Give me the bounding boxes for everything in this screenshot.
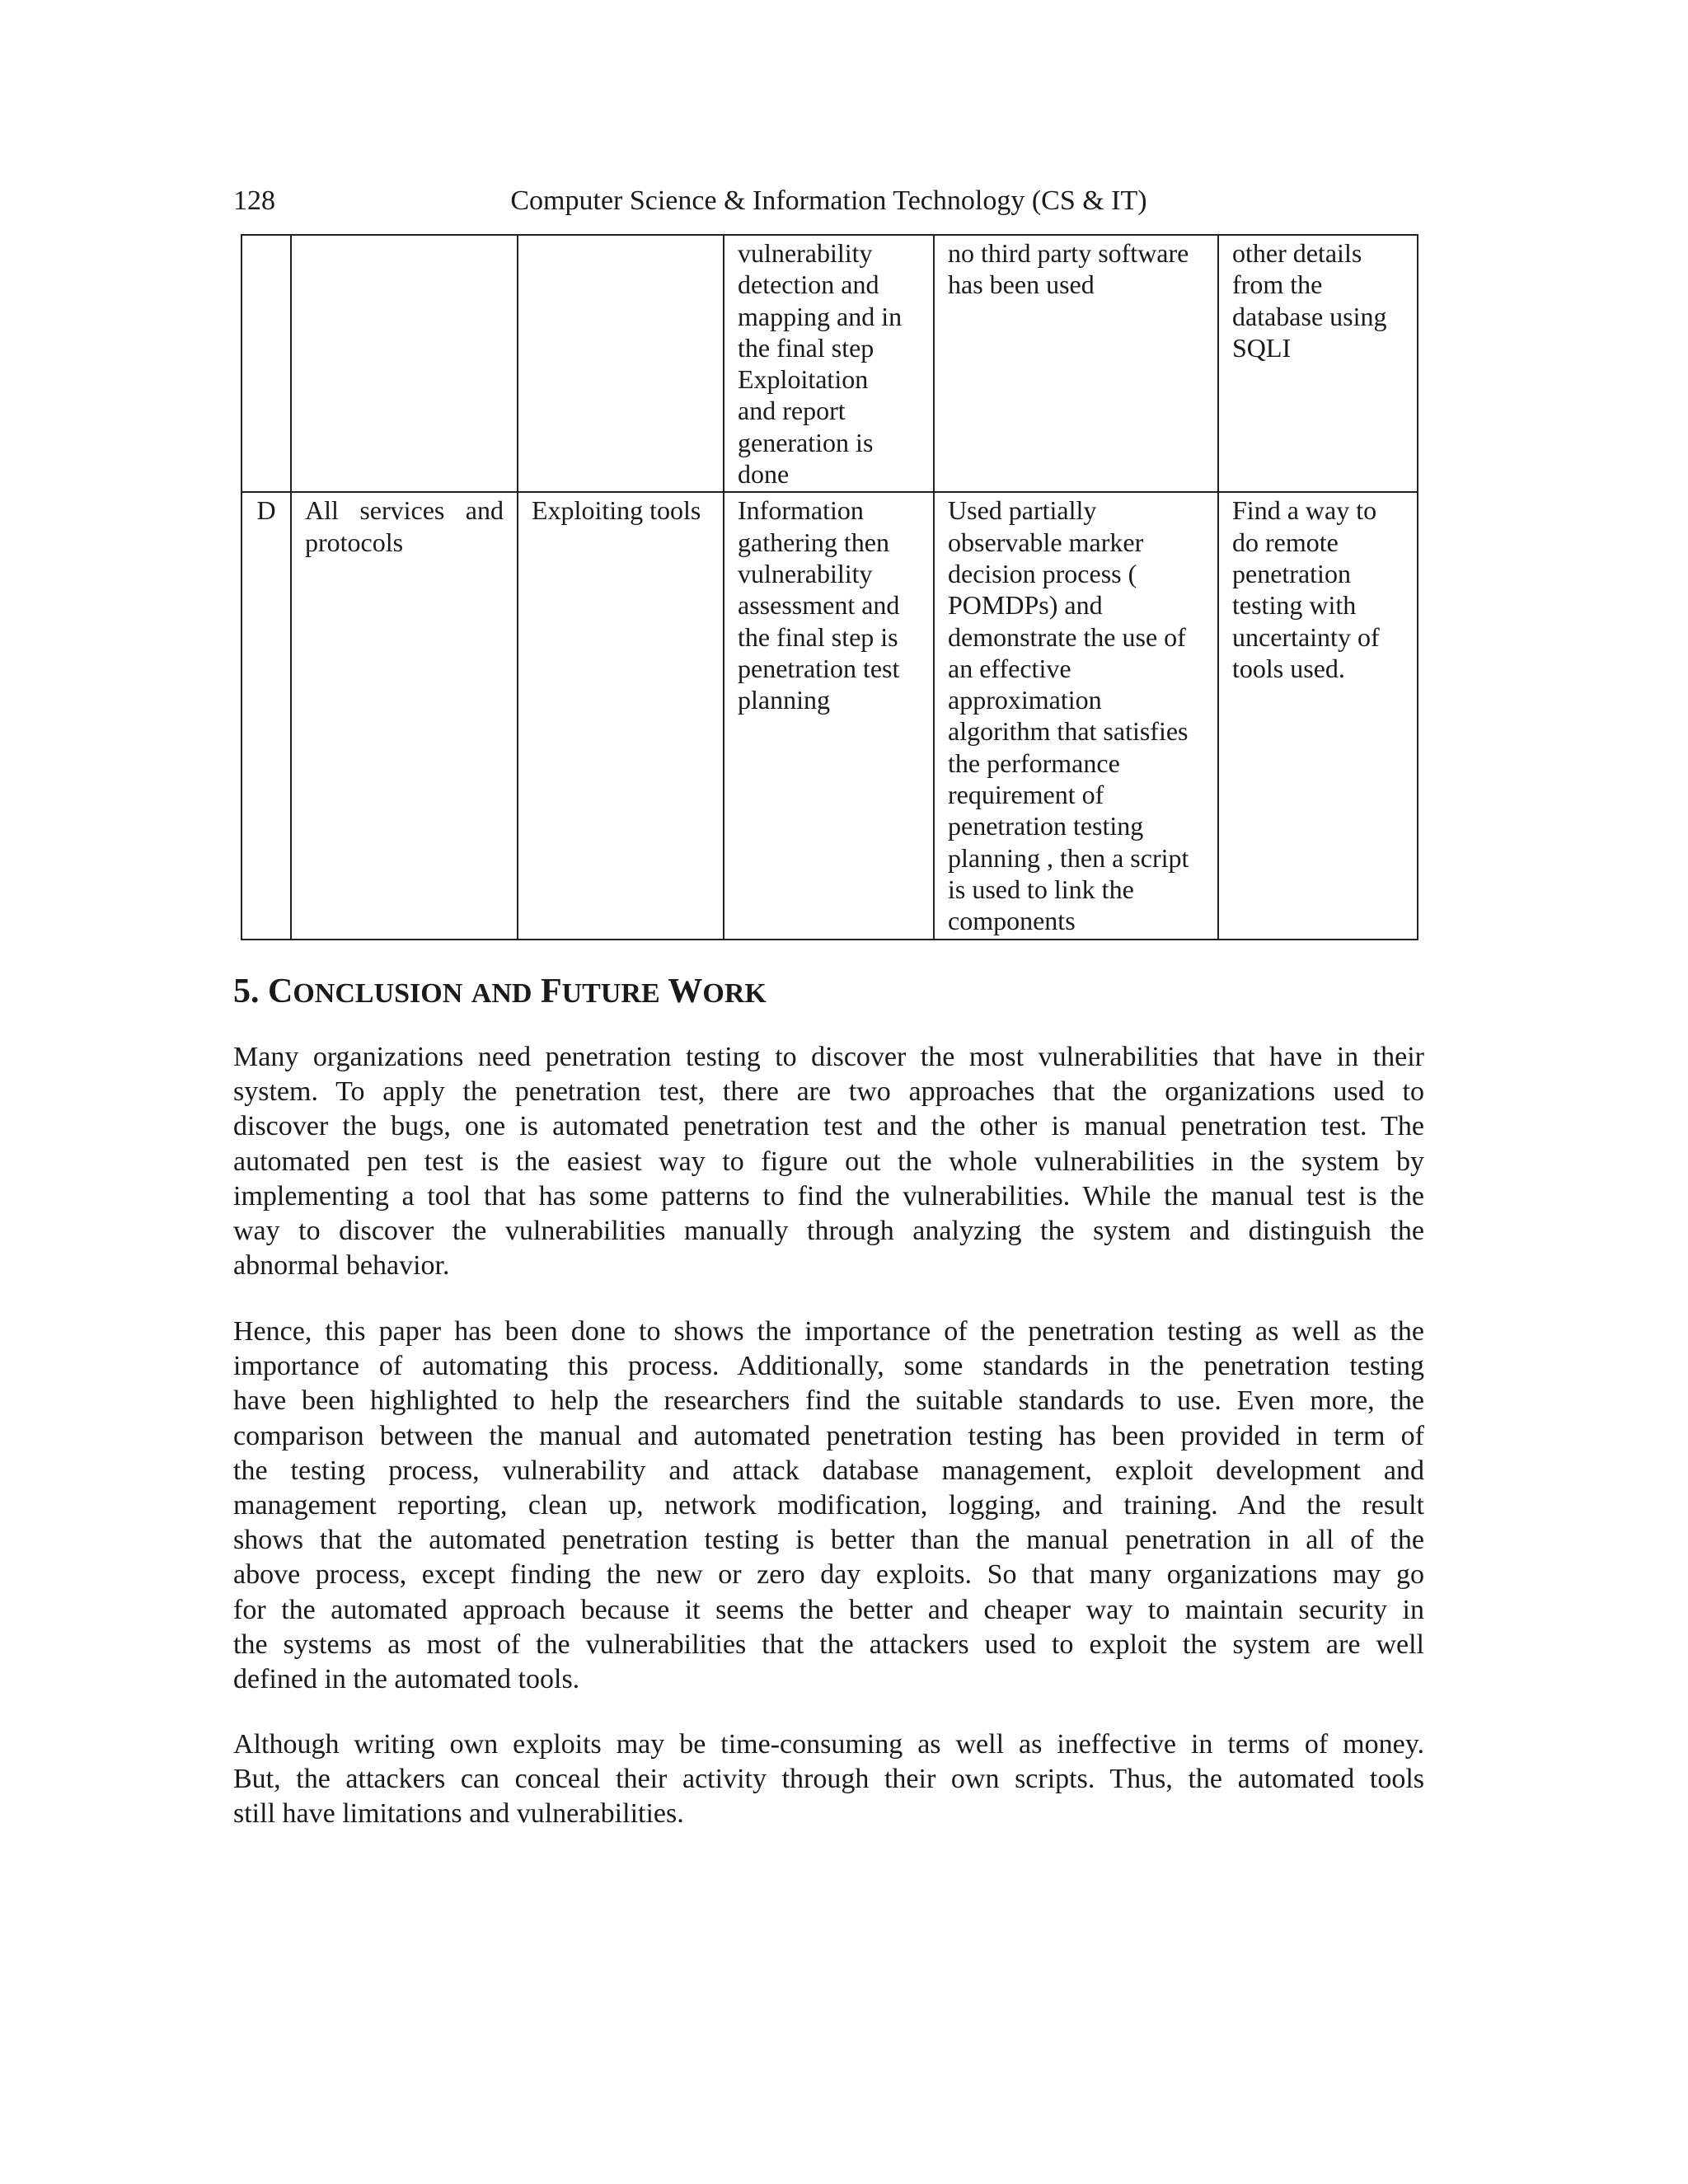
table-row bbox=[241, 492, 1418, 939]
cell-line: requirement of bbox=[948, 780, 1104, 810]
paragraph-line: management reporting, clean up, network modification, logging, and training. And the result bbox=[233, 1489, 1424, 1521]
paragraph-1 bbox=[233, 1040, 1424, 1283]
cell-line: mapping and in bbox=[738, 301, 903, 331]
paragraph-2 bbox=[233, 1315, 1424, 1697]
table-row bbox=[241, 235, 1418, 492]
section-number: 5. bbox=[233, 972, 260, 1010]
cell-line: planning bbox=[738, 685, 830, 715]
cell-line: is used to link the bbox=[948, 874, 1134, 904]
cell-line: POMDPs) and bbox=[948, 590, 1103, 621]
cell-id: D bbox=[241, 492, 291, 939]
cell-method bbox=[934, 235, 1218, 492]
cell-future bbox=[1218, 492, 1418, 939]
cell-line: observable marker bbox=[948, 527, 1144, 557]
paragraph-line: comparison between the manual and automated penetration testing has been provided in term of bbox=[233, 1420, 1424, 1451]
cell-line: done bbox=[738, 459, 790, 490]
cell-line: testing with bbox=[1232, 590, 1357, 621]
paragraph-line: the testing process, vulnerability and attack database management, exploit development and bbox=[233, 1455, 1424, 1486]
cell-process bbox=[724, 235, 934, 492]
cell-line: uncertainty of bbox=[1232, 621, 1380, 652]
section-title-word bbox=[668, 972, 766, 1010]
section-title-word bbox=[268, 972, 462, 1010]
page-header bbox=[233, 183, 1424, 219]
cell-line: algorithm that satisfies bbox=[948, 716, 1189, 747]
cell-services bbox=[291, 235, 518, 492]
comparison-table bbox=[241, 234, 1418, 940]
section-title-word bbox=[471, 972, 532, 1010]
cell-line: has been used bbox=[948, 269, 1095, 300]
paragraph-line: importance of automating this process. Additionally, some standards in the penetration testing bbox=[233, 1351, 1424, 1382]
paragraph-line: defined in the automated tools. bbox=[233, 1663, 580, 1694]
paragraph-line: Many organizations need penetration testing to discover the most vulnerabilities that have in their bbox=[233, 1042, 1424, 1072]
cell-line: other details bbox=[1232, 238, 1362, 268]
section-title-word bbox=[541, 972, 660, 1010]
paragraph-line: Hence, this paper has been done to shows the importance of the penetration testing as well as the bbox=[233, 1316, 1424, 1347]
cell-line: vulnerability bbox=[738, 238, 873, 268]
title-rest: UTURE bbox=[561, 978, 660, 1009]
title-initial: F bbox=[540, 972, 562, 1010]
cell-line: do remote bbox=[1232, 527, 1339, 557]
paragraph-line: system. To apply the penetration test, there are two approaches that the organizations used to bbox=[233, 1076, 1424, 1108]
cell-line: components bbox=[948, 906, 1076, 936]
cell-line: penetration test bbox=[738, 653, 900, 683]
cell-line: protocols bbox=[305, 527, 404, 557]
paragraph-line: discover the bugs, one is automated penetration test and the other is manual penetration test. The bbox=[233, 1111, 1424, 1142]
paragraph-line: shows that the automated penetration testing is better than the manual penetration in all of the bbox=[233, 1525, 1424, 1556]
paragraph-line: above process, except finding the new or zero day exploits. So that many organizations may go bbox=[233, 1559, 1424, 1591]
paragraph-line: have been highlighted to help the researchers find the suitable standards to use. Even more, the bbox=[233, 1385, 1424, 1417]
title-rest: AND bbox=[471, 978, 532, 1009]
paragraph-line: still have limitations and vulnerabilities. bbox=[233, 1798, 684, 1830]
title-initial: W bbox=[668, 972, 703, 1010]
paragraph-line: for the automated approach because it seems the better and cheaper way to maintain security in bbox=[233, 1594, 1424, 1625]
cell-line: Find a way to bbox=[1232, 495, 1377, 526]
page-number: 128 bbox=[233, 185, 275, 216]
cell-line: tools used. bbox=[1232, 653, 1345, 683]
paragraph-line: abnormal behavior. bbox=[233, 1250, 450, 1282]
cell-line: no third party software bbox=[948, 238, 1189, 268]
cell-future bbox=[1218, 235, 1418, 492]
cell-line: Information bbox=[738, 495, 864, 526]
cell-id bbox=[241, 235, 291, 492]
cell-line: generation is bbox=[738, 427, 874, 457]
cell-line: the final step is bbox=[738, 621, 898, 652]
cell-line: SQLI bbox=[1232, 332, 1292, 363]
cell-tools bbox=[518, 492, 724, 939]
paragraph-line: But, the attackers can conceal their activity through their own scripts. Thus, the automated tools bbox=[233, 1764, 1424, 1795]
cell-line: detection and bbox=[738, 269, 879, 300]
cell-line: vulnerability bbox=[738, 558, 873, 588]
cell-line: Exploiting tools bbox=[532, 495, 701, 526]
paragraph-line: way to discover the vulnerabilities manually through analyzing the system and distinguish the bbox=[233, 1215, 1424, 1246]
cell-line: an effective bbox=[948, 653, 1071, 683]
cell-tools bbox=[518, 235, 724, 492]
cell-line: Exploitation bbox=[738, 364, 869, 395]
title-rest: ONCLUSION bbox=[293, 978, 463, 1009]
cell-line: the performance bbox=[948, 748, 1120, 778]
cell-line: penetration testing bbox=[948, 811, 1144, 841]
cell-method bbox=[934, 492, 1218, 939]
title-rest: ORK bbox=[702, 978, 767, 1009]
cell-line: assessment and bbox=[738, 590, 900, 621]
cell-line: gathering then bbox=[738, 527, 889, 557]
cell-line: demonstrate the use of bbox=[948, 621, 1186, 652]
paragraph-line: implementing a tool that has some patterns to find the vulnerabilities. While the manual test is the bbox=[233, 1180, 1424, 1212]
section-heading bbox=[233, 968, 767, 1017]
paragraph-line: automated pen test is the easiest way to figure out the whole vulnerabilities in the system by bbox=[233, 1146, 1424, 1177]
cell-line: planning , then a script bbox=[948, 842, 1189, 873]
cell-line: from the bbox=[1232, 269, 1323, 300]
cell-line: approximation bbox=[948, 685, 1102, 715]
cell-process bbox=[724, 492, 934, 939]
cell-line: and report bbox=[738, 396, 846, 426]
cell-line: database using bbox=[1232, 301, 1387, 331]
title-initial: C bbox=[268, 972, 293, 1010]
cell-line: decision process ( bbox=[948, 558, 1137, 588]
cell-line: the final step bbox=[738, 332, 874, 363]
cell-line: Used partially bbox=[948, 495, 1097, 526]
paragraph-line: Although writing own exploits may be time-consuming as well as ineffective in terms of money. bbox=[233, 1729, 1424, 1760]
cell-line: All services and bbox=[305, 495, 504, 526]
cell-services bbox=[291, 492, 518, 939]
running-title: Computer Science & Information Technology (CS & IT) bbox=[510, 185, 1147, 216]
paragraph-3 bbox=[233, 1727, 1424, 1832]
paragraph-line: the systems as most of the vulnerabilities that the attackers used to exploit the system are well bbox=[233, 1629, 1424, 1660]
cell-line: penetration bbox=[1232, 558, 1351, 588]
